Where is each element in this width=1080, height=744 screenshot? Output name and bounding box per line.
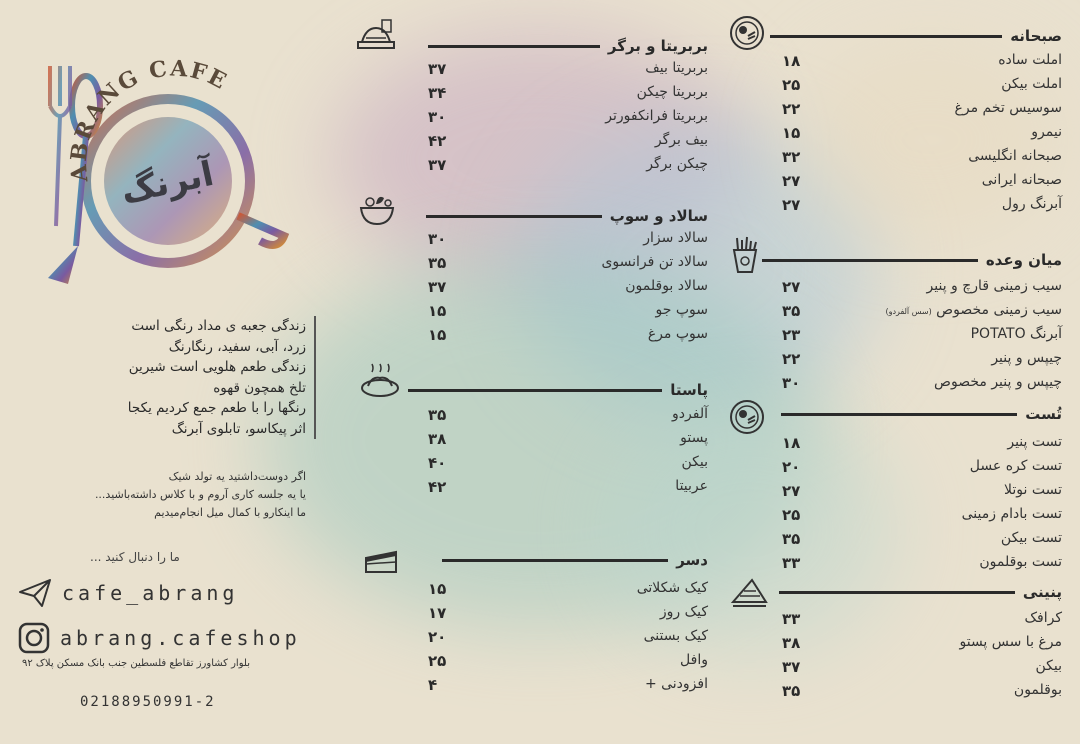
section-header (762, 24, 1062, 48)
menu-section-panini (762, 580, 1062, 706)
fries-icon (726, 236, 766, 280)
instagram-row[interactable] (18, 622, 301, 654)
menu-item-price: ۲۵ (782, 76, 801, 94)
menu-item[interactable] (762, 434, 1062, 458)
menu-item-price: ۱۵ (428, 580, 447, 598)
poem-line: تلخ همچون قهوه (213, 379, 306, 396)
menu-item-name-text: تست بوقلمون (979, 554, 1062, 570)
menu-item[interactable] (762, 350, 1062, 374)
menu-item[interactable] (762, 124, 1062, 148)
menu-item[interactable] (762, 506, 1062, 530)
menu-item[interactable] (762, 100, 1062, 124)
menu-item-name-text: سالاد سزار (643, 230, 708, 246)
item-list (762, 434, 1062, 578)
menu-item-price: ۳۸ (428, 430, 447, 448)
menu-item[interactable] (408, 156, 708, 180)
menu-item-name (1001, 76, 1062, 92)
menu-item[interactable] (762, 610, 1062, 634)
menu-item-price: ۱۵ (428, 302, 447, 320)
menu-item-name (1031, 124, 1062, 140)
menu-item-name (637, 84, 708, 100)
menu-section-salad (408, 204, 708, 350)
menu-item-price: ۲۰ (428, 628, 447, 646)
item-list (408, 406, 708, 502)
menu-item-price: ۲۷ (782, 196, 801, 214)
menu-item-price: ۱۷ (428, 604, 447, 622)
menu-item-price: ۳۳ (782, 610, 801, 628)
burger-icon (356, 18, 396, 62)
section-title: دسر (676, 551, 708, 569)
menu-item-name-text: سیب زمینی قارچ و پنیر (926, 278, 1062, 294)
menu-item-name-text: نیمرو (1031, 124, 1062, 140)
menu-item-price: ۳۵ (782, 302, 801, 320)
note-line: یا یه جلسه کاری آروم و با کلاس داشته‌باشید... (94, 488, 306, 501)
sandwich-icon (730, 574, 770, 618)
menu-item-name-text: آبرنگ رول (1001, 196, 1062, 212)
menu-item-name (601, 254, 708, 270)
menu-item-name (660, 604, 708, 620)
menu-item-price: ۱۵ (782, 124, 801, 142)
menu-item[interactable] (762, 326, 1062, 350)
item-list (762, 610, 1062, 706)
menu-item[interactable] (762, 302, 1062, 326)
menu-item-name (959, 634, 1062, 650)
menu-item-name-text: مرغ با سس پستو (959, 634, 1062, 650)
menu-item[interactable] (408, 302, 708, 326)
menu-item-name-text: بربریتا فرانکفورتر (605, 108, 708, 124)
menu-item-name (1014, 682, 1062, 698)
poem-line: رنگها را با طعم جمع کردیم یکجا (127, 400, 306, 416)
menu-item-price: ۲۳ (782, 326, 801, 344)
menu-item-name (927, 278, 1062, 294)
menu-item-name (644, 628, 708, 644)
menu-item-name (955, 100, 1063, 116)
menu-item-name (645, 60, 708, 76)
menu-item[interactable] (408, 278, 708, 302)
menu-item-name-text: کرافک (1024, 610, 1062, 626)
menu-item[interactable] (762, 196, 1062, 220)
section-header (408, 548, 708, 572)
item-list (762, 52, 1062, 220)
menu-item[interactable] (762, 458, 1062, 482)
section-divider (781, 413, 1017, 416)
menu-item-name-text: تست نوتلا (1004, 482, 1062, 498)
follow-text: ما را دنبال کنید ... (90, 550, 180, 564)
menu-item[interactable] (762, 278, 1062, 302)
menu-item-price: ۳۵ (428, 406, 447, 424)
item-list (762, 278, 1062, 398)
menu-item-price: ۳۷ (428, 278, 447, 296)
section-header (408, 34, 708, 58)
menu-item-name (991, 350, 1062, 366)
menu-item-price: ۳۰ (428, 108, 447, 126)
item-list (408, 580, 708, 700)
menu-item-name (971, 326, 1062, 342)
cafe-logo (38, 46, 298, 296)
menu-item[interactable] (408, 652, 708, 676)
section-title: بربریتا و برگر (607, 37, 708, 55)
logo-arc-text: ABRANG CAFE (65, 55, 233, 184)
menu-item-name-text: تست بیکن (1000, 530, 1062, 546)
menu-item-name (680, 652, 708, 668)
menu-item-name (643, 230, 708, 246)
item-list (408, 60, 708, 180)
cake-slice-icon (362, 542, 402, 586)
menu-item-name (1001, 530, 1062, 546)
menu-item-price: ۳۲ (782, 148, 801, 166)
menu-item-name-text: سوپ مرغ (647, 326, 708, 342)
menu-item-name-text: کیک روز (659, 604, 708, 620)
instagram-icon (18, 622, 50, 654)
menu-item-price: ۳۷ (782, 658, 801, 676)
menu-item[interactable] (408, 254, 708, 278)
menu-item-name (637, 580, 708, 596)
menu-item[interactable] (762, 76, 1062, 100)
menu-item-name-text: چیپس و پنیر مخصوص (934, 374, 1062, 390)
telegram-row[interactable] (18, 578, 238, 608)
menu-item-name (655, 132, 708, 148)
menu-item-name-text: تست بادام زمینی (961, 506, 1062, 522)
menu-item[interactable] (408, 454, 708, 478)
menu-item-name (934, 374, 1062, 390)
menu-item-price: ۴ (428, 676, 438, 694)
menu-item-name (979, 554, 1062, 570)
menu-item-price: ۲۵ (428, 652, 447, 670)
menu-item-price: ۴۲ (428, 132, 447, 150)
menu-item[interactable] (408, 132, 708, 156)
menu-item-name-text: آلفردو (672, 406, 708, 422)
menu-item[interactable] (762, 682, 1062, 706)
menu-item-price: ۲۲ (782, 350, 801, 368)
instagram-handle[interactable]: abrang.cafeshop (60, 626, 301, 650)
menu-item-name (1002, 196, 1062, 212)
menu-item-name (648, 326, 708, 342)
breakfast-plate-icon (728, 14, 768, 58)
menu-item[interactable] (408, 604, 708, 628)
menu-item[interactable] (408, 676, 708, 700)
menu-item-price: ۱۸ (782, 434, 801, 452)
menu-item-name-text: صبحانه انگلیسی (968, 148, 1062, 164)
menu-item-price: ۳۰ (782, 374, 801, 392)
menu-item[interactable] (762, 554, 1062, 578)
menu-item-name-text: سوپ جو (655, 302, 708, 318)
menu-item-name-text: املت بیکن (1001, 76, 1062, 92)
menu-item[interactable] (762, 148, 1062, 172)
section-title: پنینی (1022, 583, 1062, 601)
note-line: اگر دوست‌داشتید یه تولد شیک (168, 470, 306, 483)
menu-item-name (982, 172, 1062, 188)
section-divider (408, 389, 662, 392)
poem-line: زندگی جعبه ی مداد رنگی است (131, 318, 306, 334)
menu-item-name-text: بربریتا چیکن (636, 84, 708, 100)
menu-item[interactable] (408, 230, 708, 254)
logo-fa-name: آبرنگ (117, 153, 218, 213)
menu-item-name-text: چیپس و پنیر (991, 350, 1062, 366)
menu-item-name (680, 430, 708, 446)
poem-line: اثر پیکاسو، تابلوی آبرنگ (171, 420, 306, 437)
menu-item-name-text: افزودنی + (644, 676, 708, 692)
menu-item-name (1024, 610, 1062, 626)
breakfast-plate-icon (728, 398, 768, 442)
menu-item-price: ۳۵ (782, 530, 801, 548)
menu-item-name (885, 302, 1062, 318)
menu-item[interactable] (762, 634, 1062, 658)
menu-item-name (1004, 482, 1062, 498)
menu-item-name (1035, 658, 1062, 674)
menu-item-name-text: تست کره عسل (969, 458, 1062, 474)
menu-item[interactable] (762, 658, 1062, 682)
pasta-plate-icon (360, 362, 400, 406)
menu-item-name (645, 676, 708, 692)
menu-item-name-text: سوسیس تخم مرغ (954, 100, 1062, 116)
menu-item-name-text: وافل (680, 652, 708, 668)
menu-section-dessert (408, 548, 708, 700)
menu-item-price: ۲۷ (782, 172, 801, 190)
poem-block (36, 316, 316, 439)
menu-section-snack (762, 248, 1062, 398)
menu-item-name-text: چیکن برگر (646, 156, 708, 172)
section-header (762, 248, 1062, 272)
section-divider (762, 259, 978, 262)
menu-item-note: (سس آلفردو) (885, 307, 932, 316)
menu-item[interactable] (408, 628, 708, 652)
menu-item-price: ۳۳ (782, 554, 801, 572)
menu-item[interactable] (762, 52, 1062, 76)
menu-item-name (625, 278, 708, 294)
menu-item-price: ۲۲ (782, 100, 801, 118)
section-divider (426, 215, 602, 218)
menu-item-price: ۴۰ (428, 454, 447, 472)
menu-item-price: ۲۵ (782, 506, 801, 524)
menu-item-price: ۳۵ (782, 682, 801, 700)
event-note (95, 468, 306, 522)
address-text: بلوار کشاورز تقاطع فلسطین جنب بانک مسکن پلاک ۹۲ (22, 658, 250, 669)
menu-item-name (656, 302, 708, 318)
menu-item-name (1007, 434, 1062, 450)
menu-item-name-text: سالاد بوقلمون (625, 278, 708, 294)
menu-item-name-text: سیب زمینی مخصوص (936, 302, 1062, 318)
menu-item[interactable] (408, 580, 708, 604)
menu-item[interactable] (408, 406, 708, 430)
menu-section-burger (408, 34, 708, 180)
menu-item-name-text: بیکن (681, 454, 708, 470)
menu-section-pasta (408, 378, 708, 502)
section-header (408, 378, 708, 402)
section-divider (779, 591, 1015, 594)
menu-item-name-text: تست پنیر (1007, 434, 1062, 450)
menu-item[interactable] (408, 326, 708, 350)
menu-item-name (998, 52, 1062, 68)
menu-item-name-text: بوقلمون (1013, 682, 1062, 698)
menu-item-name-text: کیک بستنی (643, 628, 708, 644)
section-header (762, 402, 1062, 426)
menu-item-name-text: صبحانه ایرانی (981, 172, 1062, 188)
salad-bowl-icon (358, 190, 398, 234)
menu-item-name (681, 454, 708, 470)
poem-line: زندگی طعم هلویی است شیرین (128, 359, 306, 375)
phone-number[interactable]: 02188950991-2 (80, 694, 216, 710)
menu-item-name-text: بربریتا بیف (645, 60, 708, 76)
menu-item-price: ۱۸ (782, 52, 801, 70)
menu-item-price: ۳۷ (428, 156, 447, 174)
menu-item-price: ۳۴ (428, 84, 447, 102)
menu-item[interactable] (762, 530, 1062, 554)
telegram-handle[interactable]: cafe_abrang (62, 581, 239, 605)
menu-item[interactable] (408, 478, 708, 502)
menu-section-toast (762, 402, 1062, 578)
menu-item-name-text: سالاد تن فرانسوی (601, 254, 708, 270)
menu-item-price: ۴۲ (428, 478, 447, 496)
menu-item-name (675, 478, 708, 494)
menu-item-price: ۲۷ (782, 482, 801, 500)
menu-item-name (962, 506, 1062, 522)
menu-item-price: ۳۷ (428, 60, 447, 78)
menu-item[interactable] (408, 60, 708, 84)
note-line: ما اینکارو با کمال میل انجام‌میدیم (154, 506, 306, 519)
section-header (408, 204, 708, 228)
menu-item[interactable] (762, 172, 1062, 196)
menu-item-price: ۳۸ (782, 634, 801, 652)
menu-item[interactable] (762, 482, 1062, 506)
menu-item-name (646, 156, 708, 172)
menu-item-name (672, 406, 708, 422)
menu-item[interactable] (408, 108, 708, 132)
menu-item-name-text: کیک شکلاتی (636, 580, 708, 596)
menu-item-price: ۳۵ (428, 254, 447, 272)
section-title: میان وعده (985, 251, 1062, 269)
menu-item-name-text: بیف برگر (654, 132, 708, 148)
menu-item[interactable] (408, 84, 708, 108)
menu-item-name (968, 148, 1062, 164)
menu-item-name-text: آبرنگ POTATO (970, 326, 1062, 342)
menu-item-price: ۱۵ (428, 326, 447, 344)
menu-item-price: ۳۰ (428, 230, 447, 248)
item-list (408, 230, 708, 350)
menu-item-name-text: پستو (680, 430, 708, 446)
section-divider (770, 35, 1002, 38)
menu-item-name (605, 108, 708, 124)
menu-item[interactable] (762, 374, 1062, 398)
section-title: تُست (1025, 405, 1062, 423)
telegram-icon (18, 578, 52, 608)
poem-line: زرد، آبی، سفید، رنگارنگ (168, 338, 306, 355)
menu-item-name (970, 458, 1062, 474)
menu-section-breakfast (762, 24, 1062, 220)
menu-item-name-text: املت ساده (998, 52, 1062, 68)
section-divider (428, 45, 600, 48)
section-divider (442, 559, 668, 562)
menu-item-name-text: بیکن (1035, 658, 1062, 674)
menu-item-price: ۲۰ (782, 458, 801, 476)
section-title: صبحانه (1010, 27, 1062, 45)
section-title: سالاد و سوپ (609, 207, 708, 225)
section-header (762, 580, 1062, 604)
menu-item-name-text: عربیتا (675, 478, 708, 494)
section-title: پاستا (670, 381, 708, 399)
menu-item[interactable] (408, 430, 708, 454)
menu-item-price: ۲۷ (782, 278, 801, 296)
